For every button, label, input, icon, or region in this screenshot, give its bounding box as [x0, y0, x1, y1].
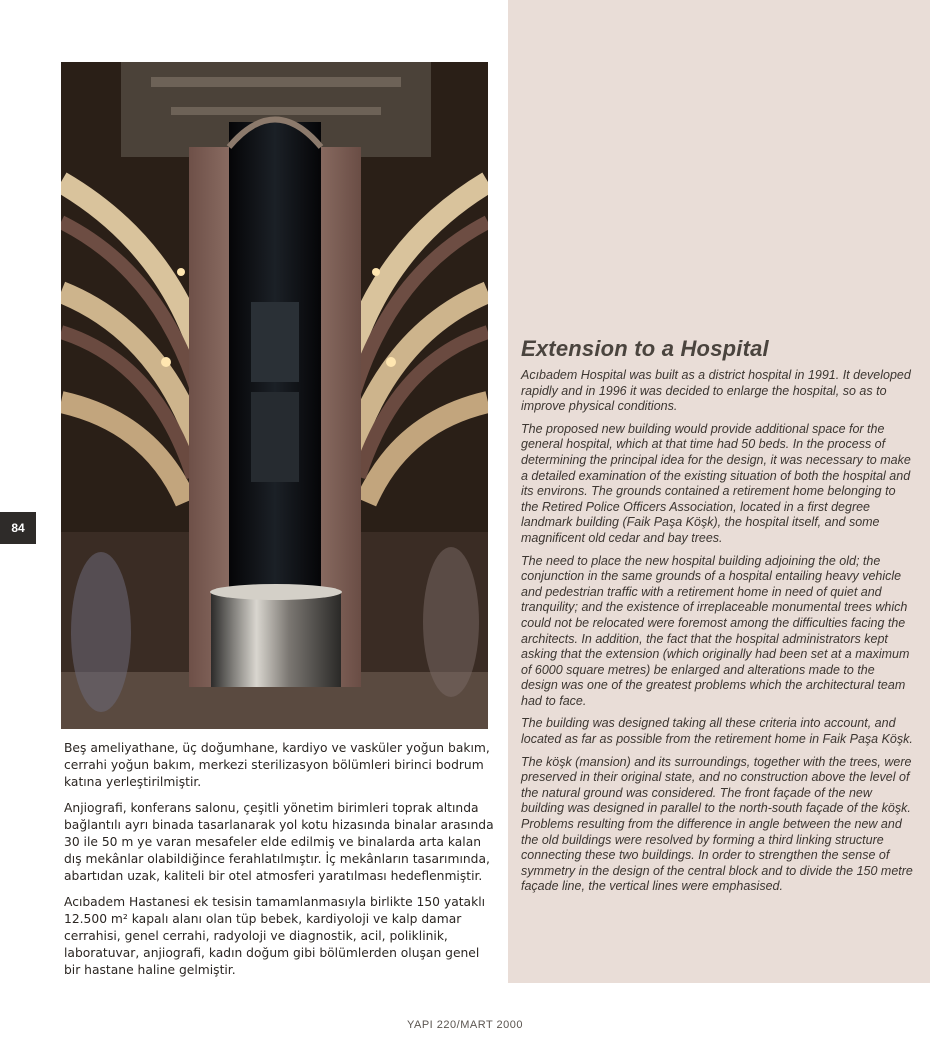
- article-paragraph-4: The building was designed taking all these criteria into account, and located as far as possible from the retirement home in Faik Paşa Köşk.: [521, 716, 913, 747]
- atrium-illustration: [61, 62, 488, 729]
- atrium-photo: [61, 62, 488, 729]
- article-paragraph-1: Acıbadem Hospital was built as a district hospital in 1991. It developed rapidly and in 1996 it was decided to enlarge the hospital, so as to improve physical conditions.: [521, 368, 911, 414]
- turkish-text-column: [64, 740, 494, 988]
- english-article: [521, 336, 913, 902]
- page-footer: YAPI 220/MART 2000: [406, 1019, 523, 1031]
- article-paragraph-5: The köşk (mansion) and its surroundings, together with the trees, were preserved in their original state, and no construction above the level of the natural ground was considered. The front façade of the new building was designed in parallel to the north-south façade of the köşk. Problems resulting from the difference in angle between the new and the old buildings were resolved by forming a third linking structure connecting these two buildings. In order to strengthen the sense of symmetry in the design of the central block and to divide the 150 metre façade line, the vertical lines were emphasised.: [521, 754, 913, 894]
- article-paragraph-3: The need to place the new hospital building adjoining the old; the conjunction in the same grounds of a hospital entailing heavy vehicle and pedestrian traffic with a retirement home in need of quiet and tranquility; and the existence of irreplaceable monumental trees which could not be relocated were foremost among the difficulties facing the architects. In addition, the fact that the hospital administrators kept asking that the extension (which originally had been set at a maximum of 6000 square metres) be enlarged and alterations made to the design was one of the greatest problems which the architectural team had to face.: [521, 553, 910, 708]
- turkish-paragraph-1: Beş ameliyathane, üç doğumhane, kardiyo ve vasküler yoğun bakım, cerrahi yoğun bakım, merkezi sterilizasyon bölümleri birinci bodrum katına yerleştirilmiştir.: [64, 741, 490, 790]
- article-title: Extension to a Hospital: [521, 336, 769, 361]
- turkish-paragraph-3: Acıbadem Hastanesi ek tesisin tamamlanmasıyla birlikte 150 yataklı 12.500 m² kapalı alanı olan tüp bebek, kardiyoloji ve kalp damar cerrahisi, genel cerrahi, radyoloji ve diagnostik, acil, poliklinik, laboratuvar, anjiografi, kadın doğum gibi bölümlerden oluşan genel bir hastane haline gelmiştir.: [64, 894, 486, 978]
- turkish-paragraph-2: Anjiografi, konferans salonu, çeşitli yönetim birimleri toprak altında bağlantılı ayrı binada tasarlanarak yol kotu hizasında binalar arasında 30 ile 50 m ye varan mesafeler elde edilmiş ve binalarda arta kalan dış mekânlar olabildiğince ferahlatılmıştır. İç mekânların tasarımında, abartıdan uzak, kaliteli bir otel atmosferi yaratılması hedeflenmiştir.: [64, 800, 494, 884]
- page-number-tab: 84: [0, 512, 36, 544]
- article-paragraph-2: The proposed new building would provide additional space for the general hospital, which at that time had 50 beds. In the process of determining the principal idea for the design, it was necessary to make a detailed examination of the existing situation of both the hospital and its environs. The grounds contained a retirement home belonging to the Retired Police Officers Association, located in a first degree landmark building (Faik Paşa Köşk), the hospital itself, and some magnificent old cedar and bay trees.: [521, 421, 911, 545]
